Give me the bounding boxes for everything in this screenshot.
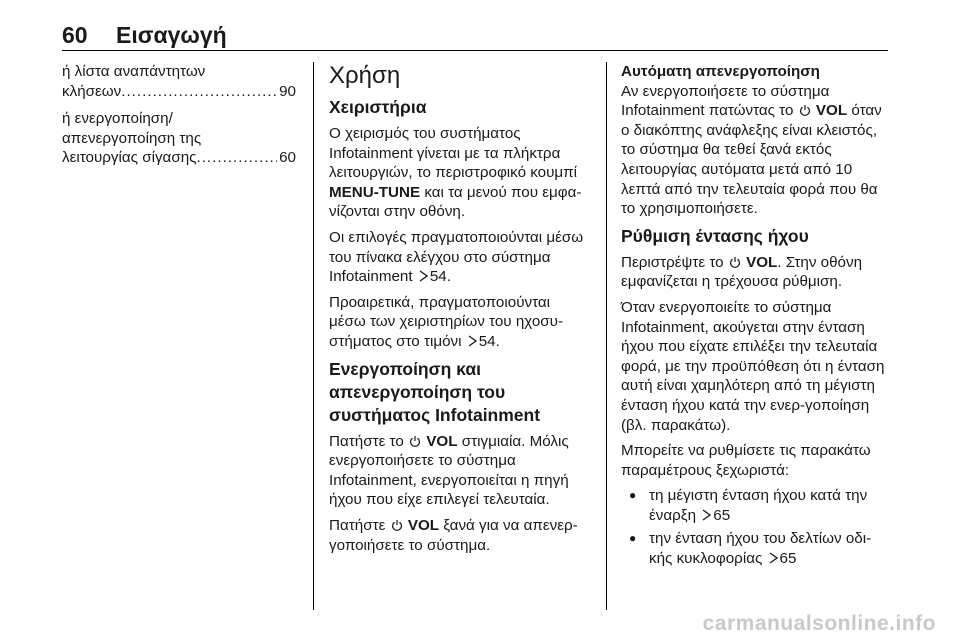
reference-arrow-icon (419, 270, 428, 282)
page-reference[interactable]: 54. (478, 332, 500, 350)
key-vol: VOL (407, 516, 440, 534)
page-reference[interactable]: 65 (713, 506, 731, 524)
toc-entry[interactable] (62, 109, 296, 168)
heading-usage: Χρήση (329, 62, 401, 89)
power-icon (409, 435, 421, 447)
toc-page-number: 90 (279, 82, 296, 100)
key-vol: VOL (426, 432, 458, 450)
reference-arrow-icon (468, 335, 477, 347)
bullet-list (621, 486, 888, 568)
toc-entry-text: ή λίστα αναπάντητων (62, 63, 206, 80)
key-vol: VOL (746, 253, 778, 271)
list-item: ● την ένταση ήχου του δελτίων οδι-κής κυκλοφορίας 65 (621, 529, 888, 568)
watermark: carmanualsonline.info (702, 612, 936, 635)
paragraph: Πατήστε VOL ξανά για να απενερ-γοποιήσετε το σύστημα. (329, 516, 578, 554)
key-vol: VOL (815, 102, 848, 120)
toc-page-number: 60 (279, 149, 296, 167)
page-reference[interactable]: 65 (779, 550, 797, 568)
toc-entry-text: ή ενεργοποίηση/ (62, 110, 173, 128)
toc-entry-text: κλήσεων (62, 82, 122, 100)
column-3 (621, 62, 888, 573)
column-divider (606, 62, 607, 610)
paragraph: Όταν ενεργοποιείτε το σύστημα Infotainment, ακούγεται στην ένταση ήχου που είχατε επιλέξει την τελευταία φορά, με την προϋπόθεση ότι η ένταση αυτή είναι χαμηλότερη από τη μέγιστη ένταση ήχου κατά την ενερ-γοποίηση (βλ. παρακάτω). (621, 298, 885, 434)
page-header (62, 22, 888, 52)
column-divider (313, 62, 314, 610)
reference-arrow-icon (702, 509, 711, 521)
column-2 (329, 62, 589, 561)
heading-volume: Ρύθμιση έντασης ήχου (621, 225, 809, 246)
toc-leader-dots (121, 82, 277, 102)
column-1 (62, 62, 296, 176)
header-rule (62, 50, 888, 51)
power-icon (391, 519, 403, 531)
key-menu-tune: MENU-TUNE (329, 183, 421, 201)
paragraph: Πατήστε το VOL στιγμιαία. Μόλις ενεργοποιήσετε το σύστημα Infotainment, ενεργοποιείται η πηγή ήχου που είχε επιλεγεί τελευταία. (329, 432, 569, 509)
list-item: ● τη μέγιστη ένταση ήχου κατά την έναρξη 65 (621, 486, 888, 525)
toc-entry-text: απενεργοποίηση της (62, 129, 202, 147)
section-title: Εισαγωγή (116, 22, 227, 48)
heading-auto-off: Αυτόματη απενεργοποίηση (621, 63, 820, 80)
paragraph: Αν ενεργοποιήσετε το σύστημα Infotainment πατώντας το VOL όταν ο διακόπτης ανάφλεξης είναι κλειστός, το σύστημα θα τεθεί ξανά εκτός λειτουργίας αυτόματα μετά από 10 λεπτά από την τελευταία φορά που θα το χρησιμοποιήσετε. (621, 82, 882, 218)
page-reference[interactable]: 54. (429, 268, 451, 286)
paragraph: Περιστρέψτε το VOL. Στην οθόνη εμφανίζεται η τρέχουσα ρύθμιση. (621, 253, 863, 291)
toc-entry-text: λειτουργίας σίγασης (62, 149, 197, 167)
paragraph: Ο χειρισμός του συστήματος Infotainment γίνεται με τα πλήκτρα λειτουργιών, το περιστροφικό κουμπί MENU-TUNE και τα μενού που εμφα-νίζονται στην οθόνη. (329, 125, 582, 221)
toc-leader-dots (196, 148, 277, 168)
reference-arrow-icon (769, 552, 778, 564)
power-icon (799, 104, 811, 116)
heading-on-off: Ενεργοποίηση και απενεργοποίηση του συστήματος Infotainment (329, 358, 541, 425)
paragraph: Προαιρετικά, πραγματοποιούνται μέσω των χειριστηρίων του ηχοσυ-στήματος στο τιμόνι 54. (329, 293, 564, 350)
toc-entry[interactable] (62, 62, 296, 101)
paragraph: Μπορείτε να ρυθμίσετε τις παρακάτω παραμέτρους ξεχωριστά: (621, 442, 871, 479)
heading-controls: Χειριστήρια (329, 97, 427, 117)
power-icon (729, 256, 741, 268)
page-number: 60 (62, 22, 88, 48)
paragraph: Οι επιλογές πραγματοποιούνται μέσω του πίνακα ελέγχου στο σύστημα Infotainment 54. (329, 228, 584, 286)
